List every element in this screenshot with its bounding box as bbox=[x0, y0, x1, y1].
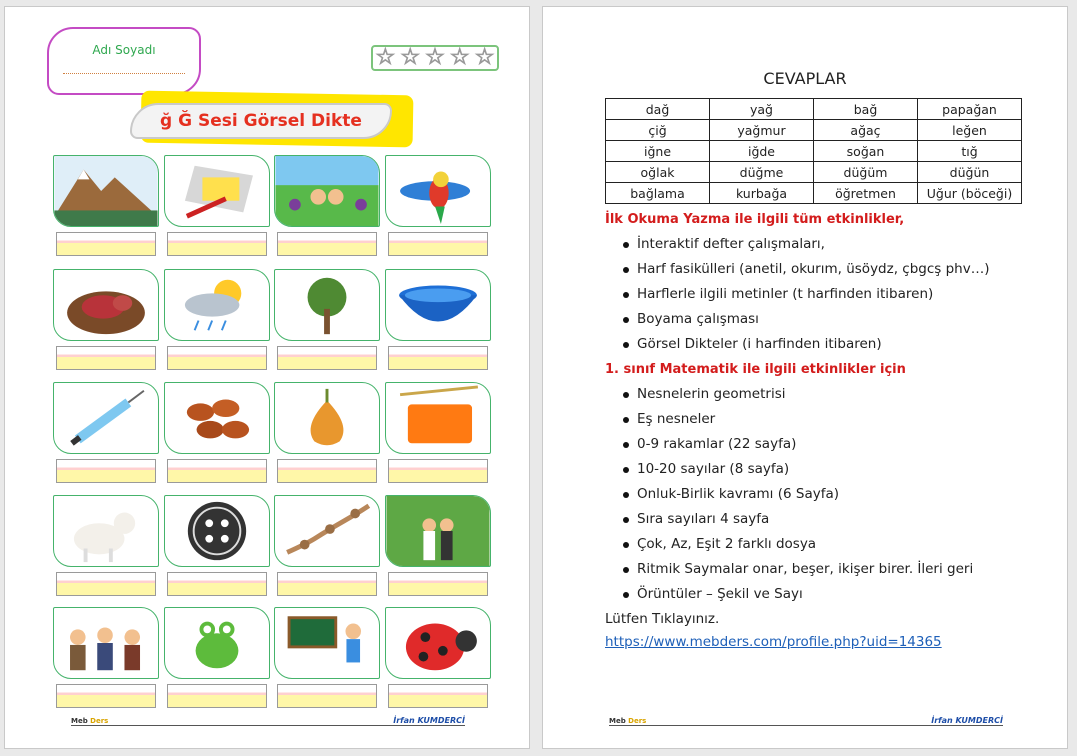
answer-write-box[interactable] bbox=[56, 684, 156, 708]
answer-write-box[interactable] bbox=[167, 232, 267, 256]
picture-card bbox=[164, 155, 270, 227]
footer bbox=[609, 713, 1003, 726]
table-row bbox=[606, 99, 1022, 120]
tree-picture bbox=[275, 270, 379, 340]
answer-write-box[interactable] bbox=[56, 572, 156, 596]
picture-card bbox=[385, 382, 491, 454]
answer-write-box[interactable] bbox=[56, 346, 156, 370]
list-item[interactable]: 10-20 sayılar (8 sayfa) bbox=[605, 457, 973, 482]
answer-write-box[interactable] bbox=[167, 572, 267, 596]
wedding-picture bbox=[386, 496, 490, 566]
answer-write-box[interactable] bbox=[277, 346, 377, 370]
answer-write-box[interactable] bbox=[277, 232, 377, 256]
footer bbox=[71, 713, 465, 726]
answers-title: CEVAPLAR bbox=[763, 69, 847, 88]
picture-card bbox=[53, 382, 159, 454]
star-icon: ☆ bbox=[400, 45, 421, 70]
star-icon: ☆ bbox=[474, 45, 495, 70]
star-icon: ☆ bbox=[449, 45, 470, 70]
answer-write-box[interactable] bbox=[167, 684, 267, 708]
answer-write-box[interactable] bbox=[167, 459, 267, 483]
answer-cell: oğlak bbox=[606, 162, 710, 183]
footer-author: İrfan KUMDERCİ bbox=[393, 716, 465, 725]
answer-cell: kurbağa bbox=[710, 183, 814, 204]
answers-table bbox=[605, 98, 1022, 204]
answer-cell: bağlama bbox=[606, 183, 710, 204]
answer-write-box[interactable] bbox=[388, 684, 488, 708]
section2-title: 1. sınıf Matematik ile ilgili etkinlikler için bbox=[605, 362, 906, 377]
picture-card bbox=[53, 495, 159, 567]
parrot-picture bbox=[386, 156, 490, 226]
goat-picture bbox=[54, 496, 158, 566]
answer-cell: soğan bbox=[814, 141, 918, 162]
answer-cell: öğretmen bbox=[814, 183, 918, 204]
answer-write-box[interactable] bbox=[388, 572, 488, 596]
mountain-picture bbox=[54, 156, 158, 226]
answer-cell: dağ bbox=[606, 99, 710, 120]
button-picture bbox=[165, 496, 269, 566]
star-rating bbox=[371, 45, 499, 71]
answer-cell: leğen bbox=[918, 120, 1022, 141]
answer-write-box[interactable] bbox=[167, 346, 267, 370]
table-row bbox=[606, 162, 1022, 183]
frog-picture bbox=[165, 608, 269, 678]
worksheet-title: ğ Ğ Sesi Görsel Dikte bbox=[160, 111, 362, 131]
list-item[interactable]: Eş nesneler bbox=[605, 407, 973, 432]
list-item[interactable]: Sıra sayıları 4 sayfa bbox=[605, 507, 973, 532]
butter-picture bbox=[165, 156, 269, 226]
answer-cell: bağ bbox=[814, 99, 918, 120]
answer-write-box[interactable] bbox=[388, 459, 488, 483]
list-item[interactable]: Nesnelerin geometrisi bbox=[605, 382, 973, 407]
worksheet-page bbox=[4, 6, 530, 749]
picture-card bbox=[274, 155, 380, 227]
answer-cell: düğüm bbox=[814, 162, 918, 183]
picture-card bbox=[385, 607, 491, 679]
answer-cell: papağan bbox=[918, 99, 1022, 120]
answer-cell: ağaç bbox=[814, 120, 918, 141]
star-icon: ☆ bbox=[375, 45, 396, 70]
name-box[interactable] bbox=[47, 27, 201, 95]
list-item[interactable]: Harf fasikülleri (anetil, okurım, üsöydz, çbgcş phv…) bbox=[605, 257, 989, 282]
list-item[interactable]: Onluk-Birlik kavramı (6 Sayfa) bbox=[605, 482, 973, 507]
picture-card bbox=[164, 495, 270, 567]
answer-cell: düğme bbox=[710, 162, 814, 183]
list-item[interactable]: İnteraktif defter çalışmaları, bbox=[605, 232, 989, 257]
footer-brand: Meb Ders bbox=[71, 717, 109, 725]
profile-link[interactable]: https://www.mebders.com/profile.php?uid=14365 bbox=[605, 634, 942, 650]
answer-write-box[interactable] bbox=[277, 459, 377, 483]
picture-card bbox=[274, 382, 380, 454]
rain-picture bbox=[165, 270, 269, 340]
answer-cell: yağ bbox=[710, 99, 814, 120]
picture-card bbox=[53, 269, 159, 341]
bowl-picture bbox=[386, 270, 490, 340]
picture-card bbox=[164, 269, 270, 341]
baglama-music-picture bbox=[54, 608, 158, 678]
name-label: Adı Soyadı bbox=[92, 43, 156, 57]
meat-picture bbox=[54, 270, 158, 340]
section1-title: İlk Okuma Yazma ile ilgili tüm etkinlikler, bbox=[605, 212, 905, 227]
answer-cell: Uğur (böceği) bbox=[918, 183, 1022, 204]
please-click-text: Lütfen Tıklayınız. bbox=[605, 611, 720, 627]
picture-card bbox=[164, 382, 270, 454]
list-item[interactable]: Görsel Dikteler (i harfinden itibaren) bbox=[605, 332, 989, 357]
section2-list bbox=[605, 382, 973, 607]
answer-write-box[interactable] bbox=[56, 232, 156, 256]
onion-picture bbox=[275, 383, 379, 453]
answer-write-box[interactable] bbox=[277, 572, 377, 596]
answer-cell: düğün bbox=[918, 162, 1022, 183]
knotted-rope-picture bbox=[275, 496, 379, 566]
footer-author: İrfan KUMDERCİ bbox=[931, 716, 1003, 725]
title-banner bbox=[130, 103, 392, 139]
picture-card bbox=[53, 155, 159, 227]
picture-card bbox=[274, 269, 380, 341]
list-item[interactable]: Boyama çalışması bbox=[605, 307, 989, 332]
answer-cell: iğne bbox=[606, 141, 710, 162]
answer-write-box[interactable] bbox=[277, 684, 377, 708]
dates-picture bbox=[165, 383, 269, 453]
ladybug-picture bbox=[386, 608, 490, 678]
picture-card bbox=[164, 607, 270, 679]
list-item[interactable]: Harflerle ilgili metinler (t harfinden itibaren) bbox=[605, 282, 989, 307]
list-item[interactable]: Çok, Az, Eşit 2 farklı dosya bbox=[605, 532, 973, 557]
picture-card bbox=[385, 269, 491, 341]
list-item[interactable]: 0-9 rakamlar (22 sayfa) bbox=[605, 432, 973, 457]
table-row bbox=[606, 120, 1022, 141]
picture-card bbox=[274, 607, 380, 679]
answer-cell: tığ bbox=[918, 141, 1022, 162]
picture-card bbox=[385, 495, 491, 567]
knitting-picture bbox=[386, 383, 490, 453]
table-row bbox=[606, 141, 1022, 162]
answer-cell: iğde bbox=[710, 141, 814, 162]
syringe-picture bbox=[54, 383, 158, 453]
teacher-picture bbox=[275, 608, 379, 678]
name-write-line bbox=[63, 73, 185, 74]
answer-write-box[interactable] bbox=[56, 459, 156, 483]
answer-write-box[interactable] bbox=[388, 232, 488, 256]
picture-card bbox=[274, 495, 380, 567]
list-item[interactable]: Ritmik Saymalar onar, beşer, ikişer birer. İleri geri bbox=[605, 557, 973, 582]
answer-write-box[interactable] bbox=[388, 346, 488, 370]
star-icon: ☆ bbox=[425, 45, 445, 70]
section1-list bbox=[605, 232, 989, 357]
answer-cell: yağmur bbox=[710, 120, 814, 141]
list-item[interactable]: Örüntüler – Şekil ve Sayı bbox=[605, 582, 973, 607]
table-row bbox=[606, 183, 1022, 204]
picture-card bbox=[53, 607, 159, 679]
answer-cell: çiğ bbox=[606, 120, 710, 141]
answers-page bbox=[542, 6, 1068, 749]
picture-card bbox=[385, 155, 491, 227]
footer-brand: Meb Ders bbox=[609, 717, 647, 725]
vineyard-picture bbox=[275, 156, 379, 226]
